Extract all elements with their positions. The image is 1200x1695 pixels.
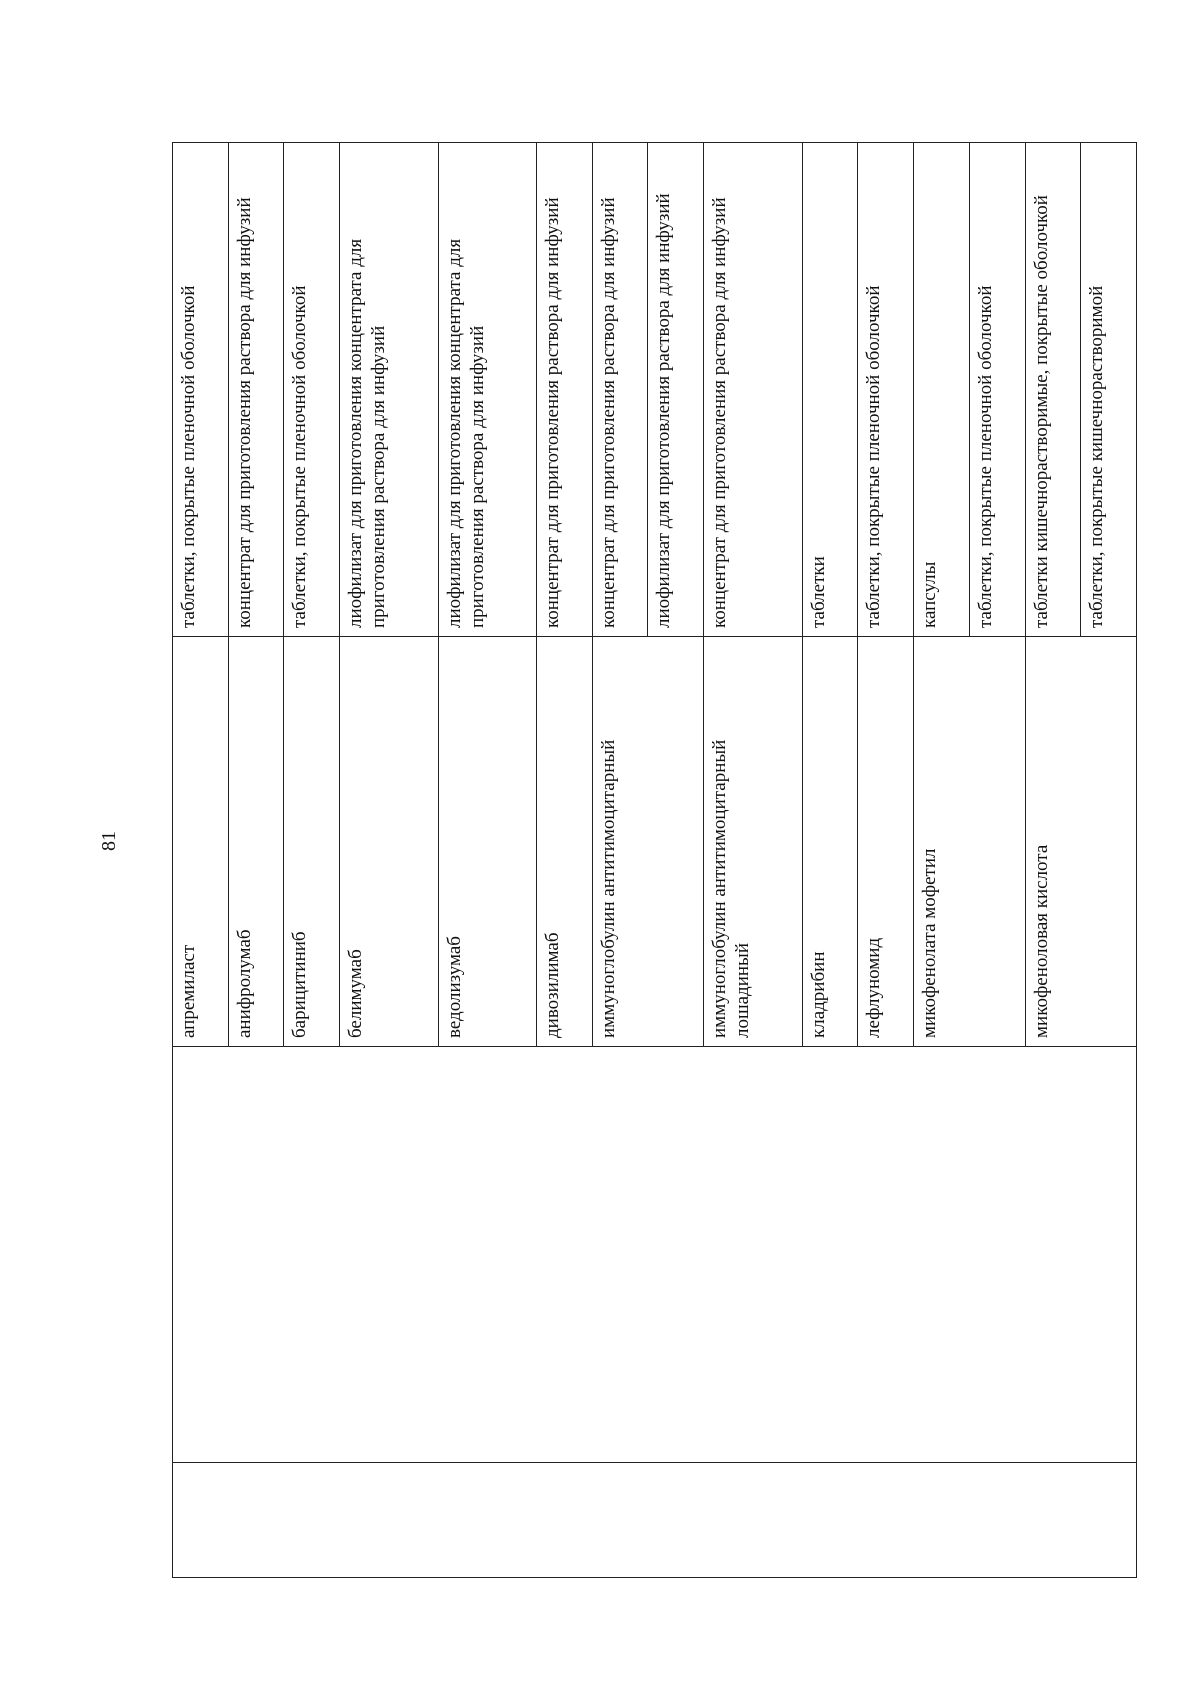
drug-name-cell: кладрибин: [802, 637, 858, 1047]
drug-name-cell: иммуноглобулин антитимоцитарный лошадиный: [704, 637, 802, 1047]
dosage-form-cell: концентрат для приготовления раствора для инфузий: [704, 143, 802, 637]
dosage-form-cell: таблетки, покрытые пленочной оболочкой: [969, 143, 1025, 637]
dosage-form-cell: концентрат для приготовления раствора для инфузий: [537, 143, 593, 637]
dosage-form-cell: концентрат для приготовления раствора для инфузий: [228, 143, 284, 637]
dosage-form-cell: таблетки, покрытые пленочной оболочкой: [284, 143, 340, 637]
page-number: 81: [98, 831, 120, 851]
table-body: [173, 143, 1137, 1578]
dosage-form-cell: таблетки: [802, 143, 858, 637]
drug-name-cell: анифролумаб: [228, 637, 284, 1047]
drug-name-cell: лефлуномид: [858, 637, 914, 1047]
empty-group-cell: [173, 1047, 1137, 1463]
drug-name-cell: микофенолата мофетил: [914, 637, 1025, 1047]
dosage-form-cell: капсулы: [914, 143, 970, 637]
dosage-form-cell: таблетки кишечнорастворимые, покрытые оболочкой: [1025, 143, 1081, 637]
table-row: [173, 143, 229, 1578]
drug-name-cell: ведолизумаб: [438, 637, 536, 1047]
drug-name-cell: барицитиниб: [284, 637, 340, 1047]
medication-table: [172, 142, 1137, 1578]
dosage-form-cell: лиофилизат для приготовления концентрата для приготовления раствора для инфузий: [340, 143, 438, 637]
dosage-form-cell: лиофилизат для приготовления концентрата для приготовления раствора для инфузий: [438, 143, 536, 637]
dosage-form-cell: таблетки, покрытые кишечнорастворимой: [1081, 143, 1137, 637]
drug-name-cell: иммуноглобулин антитимоцитарный: [592, 637, 703, 1047]
drug-name-cell: дивозилимаб: [537, 637, 593, 1047]
dosage-form-cell: таблетки, покрытые пленочной оболочкой: [858, 143, 914, 637]
dosage-form-cell: лиофилизат для приготовления раствора для инфузий: [648, 143, 704, 637]
dosage-form-cell: концентрат для приготовления раствора для инфузий: [592, 143, 648, 637]
dosage-form-cell: таблетки, покрытые пленочной оболочкой: [173, 143, 229, 637]
drug-name-cell: апремиласт: [173, 637, 229, 1047]
drug-name-cell: микофеноловая кислота: [1025, 637, 1137, 1047]
empty-code-cell: [173, 1463, 1137, 1578]
drug-name-cell: белимумаб: [340, 637, 438, 1047]
